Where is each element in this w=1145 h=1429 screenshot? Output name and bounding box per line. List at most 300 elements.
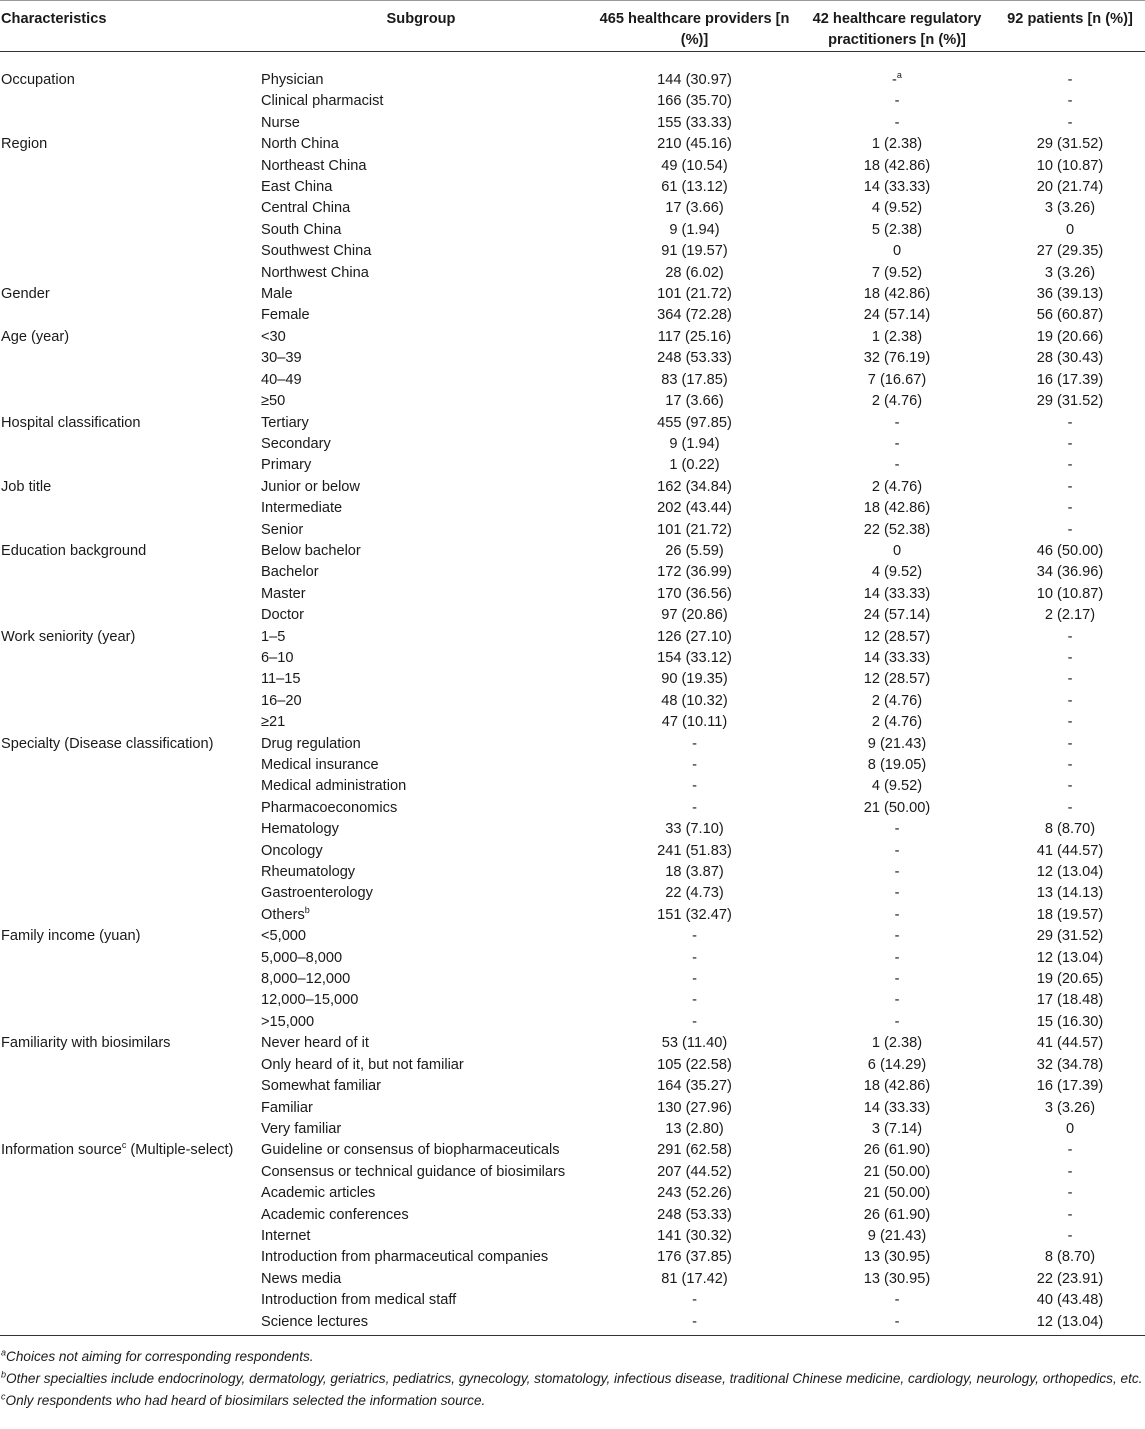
cell-providers: 126 (27.10) <box>657 628 732 645</box>
footnotes <box>0 1336 1145 1412</box>
footnote-c: $^c$Only respondents who had heard of biosimilars selected the information source. <box>1 1391 486 1408</box>
cell-patients: - <box>1067 414 1073 431</box>
cell-subgroup: Science lectures <box>252 1312 590 1336</box>
cell-characteristic <box>0 455 252 476</box>
cell-characteristic <box>0 1247 252 1268</box>
cell-providers: 101 (21.72) <box>657 286 732 303</box>
cell-subgroup: Male <box>261 286 293 303</box>
cell-regulators: 13 (30.95) <box>863 1270 931 1287</box>
cell-subgroup: 11–15 <box>261 671 301 688</box>
cell-characteristic <box>0 969 252 990</box>
cell-providers: - <box>692 928 697 945</box>
cell-subgroup: Academic articles <box>261 1185 376 1202</box>
cell-characteristic <box>0 905 252 926</box>
cell-regulators: 18 (42.86) <box>863 500 931 517</box>
cell-patients: 22 (23.91) <box>1036 1270 1104 1287</box>
cell-characteristic <box>0 1312 252 1336</box>
cell-patients: - <box>1067 478 1073 495</box>
cell-patients: 3 (3.26) <box>1044 1099 1096 1116</box>
header-characteristics: Characteristics <box>0 1 252 52</box>
cell-regulators: 21 (50.00) <box>863 799 931 816</box>
table-row <box>0 391 1145 412</box>
cell-providers: 18 (3.87) <box>665 864 724 881</box>
cell-regulators: -$^a$ <box>892 70 902 88</box>
cell-patients: 17 (18.48) <box>1036 992 1104 1009</box>
cell-providers: 17 (3.66) <box>665 200 724 217</box>
footnote-a: $^a$Choices not aiming for corresponding respondents. <box>1 1347 314 1364</box>
cell-providers: - <box>692 971 697 988</box>
cell-providers: 47 (10.11) <box>661 714 728 731</box>
cell-characteristic: Gender <box>1 286 50 303</box>
cell-providers: - <box>692 735 697 752</box>
cell-patients: 15 (16.30) <box>1036 1013 1104 1030</box>
table-row <box>0 541 1145 562</box>
table-row <box>0 263 1145 284</box>
cell-characteristic: Hospital classification <box>1 414 141 431</box>
table-row <box>0 455 1145 476</box>
cell-providers: 151 (32.47) <box>657 906 732 923</box>
cell-regulators: - <box>894 864 900 881</box>
cell-patients: 8 (8.70) <box>1044 1249 1096 1266</box>
cell-providers: 170 (36.56) <box>657 585 732 602</box>
cell-patients: - <box>1067 1142 1073 1159</box>
cell-regulators: 7 (16.67) <box>867 371 927 388</box>
cell-patients: - <box>1067 1163 1073 1180</box>
cell-providers: 105 (22.58) <box>657 1056 732 1073</box>
cell-regulators: 18 (42.86) <box>863 286 931 303</box>
cell-subgroup: ≥50 <box>261 393 286 410</box>
cell-patients: 13 (14.13) <box>1036 885 1104 902</box>
cell-characteristic <box>0 948 252 969</box>
cell-characteristic: Information source$^c$ (Multiple-select) <box>1 1140 234 1159</box>
cell-characteristic <box>0 177 252 198</box>
table-row <box>0 327 1145 348</box>
cell-providers: 202 (43.44) <box>657 500 732 517</box>
cell-providers: 53 (11.40) <box>661 1035 728 1052</box>
cell-regulators: 22 (52.38) <box>863 521 931 538</box>
cell-regulators: 12 (28.57) <box>863 671 931 688</box>
cell-patients: 34 (36.96) <box>1036 564 1104 581</box>
cell-patients: 27 (29.35) <box>1036 243 1104 260</box>
table-row <box>0 177 1145 198</box>
cell-subgroup: Somewhat familiar <box>261 1078 382 1095</box>
cell-providers: 90 (19.35) <box>661 671 728 688</box>
table-row <box>0 841 1145 862</box>
cell-characteristic <box>0 1290 252 1311</box>
cell-patients: 56 (60.87) <box>1036 307 1104 324</box>
cell-patients: - <box>1067 1227 1073 1244</box>
footnote-marker: c <box>121 1140 127 1151</box>
cell-providers: - <box>692 1292 697 1309</box>
cell-providers: 1 (0.22) <box>669 457 720 474</box>
cell-providers: 49 (10.54) <box>661 157 728 174</box>
table-row <box>0 156 1145 177</box>
cell-regulators: - <box>894 885 900 902</box>
cell-subgroup: Drug regulation <box>261 735 361 752</box>
cell-characteristic: Occupation <box>1 72 75 88</box>
cell-providers: 9 (1.94) <box>669 221 720 238</box>
table-row <box>0 776 1145 797</box>
cell-characteristic <box>0 1162 252 1183</box>
cell-subgroup: Consensus or technical guidance of biosimilars <box>261 1163 566 1180</box>
cell-providers: - <box>692 778 697 795</box>
cell-regulators: 3 (7.14) <box>871 1120 923 1137</box>
cell-characteristic <box>0 198 252 219</box>
cell-characteristic <box>0 498 252 519</box>
cell-subgroup: Northeast China <box>261 157 367 174</box>
cell-subgroup: ≥21 <box>261 714 286 731</box>
cell-providers: 364 (72.28) <box>657 307 732 324</box>
footnote-b: $^b$Other specialties include endocrinology, dermatology, geriatrics, pediatrics, gynecology, stomatology, infectious disease, traditional Chinese medicine, cardiology, neurology, orthopedics, etc. <box>1 1369 1143 1386</box>
cell-subgroup: 16–20 <box>261 692 302 709</box>
cell-providers: 155 (33.33) <box>657 114 732 131</box>
cell-providers: - <box>692 992 697 1009</box>
cell-patients: - <box>1067 714 1073 731</box>
cell-patients: 0 <box>1065 221 1075 238</box>
cell-providers: 210 (45.16) <box>657 136 732 153</box>
cell-regulators: 26 (61.90) <box>863 1142 931 1159</box>
cell-regulators: 13 (30.95) <box>863 1249 931 1266</box>
header-subgroup: Subgroup <box>252 1 590 52</box>
cell-regulators: 2 (4.76) <box>871 692 923 709</box>
cell-regulators: 14 (33.33) <box>863 179 931 196</box>
cell-subgroup: East China <box>261 179 333 196</box>
cell-patients: - <box>1067 628 1073 645</box>
cell-subgroup: 8,000–12,000 <box>261 971 351 988</box>
cell-patients: 29 (31.52) <box>1036 393 1104 410</box>
cell-subgroup: South China <box>261 221 342 238</box>
cell-subgroup: 12,000–15,000 <box>261 992 359 1009</box>
table-row <box>0 134 1145 155</box>
cell-subgroup: Bachelor <box>261 564 319 581</box>
cell-characteristic <box>0 1119 252 1140</box>
table-row <box>0 669 1145 690</box>
cell-subgroup: Medical insurance <box>261 757 379 773</box>
footnote-marker: b <box>304 904 310 915</box>
cell-patients: 36 (39.13) <box>1036 286 1104 303</box>
cell-characteristic <box>0 1098 252 1119</box>
cell-subgroup: 1–5 <box>261 628 286 645</box>
cell-regulators: 4 (9.52) <box>871 200 923 217</box>
cell-characteristic <box>0 1012 252 1033</box>
table-row <box>0 712 1145 733</box>
cell-regulators: - <box>894 93 900 110</box>
cell-patients: 19 (20.66) <box>1036 328 1104 345</box>
cell-patients: 12 (13.04) <box>1036 864 1104 881</box>
cell-patients: - <box>1067 521 1073 538</box>
cell-subgroup: Doctor <box>261 607 304 624</box>
cell-patients: - <box>1067 778 1073 795</box>
table-row <box>0 1290 1145 1311</box>
cell-regulators: 9 (21.43) <box>867 735 927 752</box>
table-row <box>0 498 1145 519</box>
cell-patients: 3 (3.26) <box>1044 200 1096 217</box>
cell-patients: 18 (19.57) <box>1036 906 1104 923</box>
cell-patients: 46 (50.00) <box>1036 542 1104 559</box>
cell-characteristic <box>0 755 252 776</box>
cell-providers: - <box>692 799 697 816</box>
cell-characteristic <box>0 1205 252 1226</box>
cell-characteristic: Work seniority (year) <box>1 628 136 645</box>
cell-patients: - <box>1067 1185 1073 1202</box>
cell-regulators: 14 (33.33) <box>863 1099 931 1116</box>
cell-subgroup: Tertiary <box>261 414 309 431</box>
cell-subgroup: Senior <box>261 521 304 538</box>
cell-subgroup: Introduction from medical staff <box>261 1292 457 1309</box>
cell-regulators: - <box>894 821 900 838</box>
cell-subgroup: 5,000–8,000 <box>261 949 343 966</box>
cell-regulators: 4 (9.52) <box>871 778 923 795</box>
cell-subgroup: Intermediate <box>261 500 343 517</box>
header-regulatory-practitioners: 42 healthcare regulatory practitioners [n (%)] <box>799 1 995 52</box>
table-row <box>0 284 1145 305</box>
table-row <box>0 1162 1145 1183</box>
cell-characteristic <box>0 370 252 391</box>
header-healthcare-providers: 465 healthcare providers [n (%)] <box>590 1 799 52</box>
cell-characteristic <box>0 605 252 626</box>
cell-subgroup: Only heard of it, but not familiar <box>261 1056 464 1073</box>
cell-regulators: - <box>894 906 900 923</box>
cell-regulators: 21 (50.00) <box>863 1185 931 1202</box>
cell-regulators: 14 (33.33) <box>863 649 931 666</box>
table-row <box>0 1269 1145 1290</box>
table-row <box>0 1247 1145 1268</box>
table-row <box>0 1312 1145 1336</box>
table-row <box>0 1033 1145 1054</box>
table-row <box>0 1140 1145 1161</box>
table-row <box>0 926 1145 947</box>
cell-providers: 130 (27.96) <box>657 1099 732 1116</box>
cell-patients: 32 (34.78) <box>1036 1056 1104 1073</box>
header-patients: 92 patients [n (%)] <box>995 1 1145 52</box>
cell-characteristic: Education background <box>1 542 147 559</box>
cell-characteristic <box>0 776 252 797</box>
cell-regulators: 6 (14.29) <box>867 1056 927 1073</box>
cell-subgroup: Northwest China <box>261 264 369 281</box>
cell-characteristic <box>0 584 252 605</box>
cell-subgroup: Academic conferences <box>261 1206 409 1223</box>
cell-providers: 166 (35.70) <box>657 93 732 110</box>
cell-regulators: - <box>894 435 900 452</box>
cell-patients: - <box>1067 692 1073 709</box>
cell-patients: 29 (31.52) <box>1036 136 1104 153</box>
cell-subgroup: Central China <box>261 200 351 217</box>
cell-patients: 2 (2.17) <box>1044 607 1096 624</box>
cell-regulators: - <box>894 114 900 131</box>
cell-subgroup: Nurse <box>261 114 300 131</box>
cell-subgroup: Clinical pharmacist <box>261 93 384 110</box>
cell-subgroup: <30 <box>261 328 286 345</box>
cell-subgroup: Medical administration <box>261 778 407 795</box>
cell-providers: 176 (37.85) <box>657 1249 732 1266</box>
cell-characteristic <box>0 562 252 583</box>
cell-patients: 3 (3.26) <box>1044 264 1096 281</box>
table-row <box>0 1119 1145 1140</box>
cell-characteristic <box>0 990 252 1011</box>
cell-patients: 40 (43.48) <box>1036 1292 1104 1309</box>
table-row <box>0 605 1145 626</box>
cell-providers: 33 (7.10) <box>665 821 724 838</box>
cell-characteristic: Familiarity with biosimilars <box>1 1035 171 1052</box>
cell-characteristic <box>0 841 252 862</box>
cell-providers: 61 (13.12) <box>661 179 728 196</box>
cell-providers: 81 (17.42) <box>661 1270 728 1287</box>
cell-characteristic: Region <box>1 136 48 153</box>
cell-subgroup: 30–39 <box>261 350 302 367</box>
cell-providers: 164 (35.27) <box>657 1078 732 1095</box>
cell-providers: 26 (5.59) <box>665 542 724 559</box>
table-row <box>0 1076 1145 1097</box>
cell-regulators: 4 (9.52) <box>871 564 923 581</box>
table-row <box>0 562 1145 583</box>
cell-characteristic <box>0 819 252 840</box>
cell-subgroup: Hematology <box>261 821 339 838</box>
cell-patients: - <box>1067 114 1073 131</box>
cell-characteristic <box>0 1055 252 1076</box>
cell-regulators: 32 (76.19) <box>863 350 931 367</box>
table-body <box>0 52 1145 1336</box>
cell-providers: 144 (30.97) <box>657 72 732 88</box>
cell-subgroup: 6–10 <box>261 649 294 666</box>
cell-characteristic <box>0 520 252 541</box>
cell-regulators: - <box>894 971 900 988</box>
cell-characteristic <box>0 798 252 819</box>
cell-providers: 243 (52.26) <box>657 1185 732 1202</box>
table-row <box>0 220 1145 241</box>
table-row <box>0 948 1145 969</box>
cell-regulators: 5 (2.38) <box>871 221 923 238</box>
cell-patients: - <box>1067 457 1073 474</box>
cell-characteristic <box>0 156 252 177</box>
cell-characteristic: Age (year) <box>1 328 70 345</box>
cell-providers: 91 (19.57) <box>661 243 728 260</box>
table-row <box>0 113 1145 134</box>
cell-subgroup: North China <box>261 136 339 153</box>
cell-characteristic <box>0 1183 252 1204</box>
cell-characteristic <box>0 883 252 904</box>
cell-regulators: 9 (21.43) <box>867 1227 927 1244</box>
cell-providers: 13 (2.80) <box>665 1120 724 1137</box>
table-row <box>0 798 1145 819</box>
cell-subgroup: Pharmacoeconomics <box>261 799 398 816</box>
footnote-marker: a <box>896 70 902 81</box>
cell-regulators: 1 (2.38) <box>871 1035 923 1052</box>
cell-regulators: 2 (4.76) <box>871 478 923 495</box>
cell-regulators: - <box>894 842 900 859</box>
cell-subgroup: Master <box>261 585 306 602</box>
table-row <box>0 1183 1145 1204</box>
cell-providers: 154 (33.12) <box>657 649 732 666</box>
cell-patients: - <box>1067 72 1073 88</box>
table-row <box>0 520 1145 541</box>
cell-providers: 141 (30.32) <box>657 1227 732 1244</box>
table-row <box>0 52 1145 92</box>
cell-characteristic <box>0 712 252 733</box>
cell-patients: - <box>1067 435 1073 452</box>
cell-providers: 22 (4.73) <box>665 885 724 902</box>
cell-characteristic <box>0 862 252 883</box>
cell-providers: 101 (21.72) <box>657 521 732 538</box>
cell-regulators: - <box>894 928 900 945</box>
cell-subgroup: >15,000 <box>261 1013 315 1030</box>
table-row <box>0 648 1145 669</box>
cell-regulators: - <box>894 457 900 474</box>
cell-providers: 97 (20.86) <box>661 607 728 624</box>
table-row <box>0 1012 1145 1033</box>
cell-providers: 9 (1.94) <box>669 435 720 452</box>
cell-providers: 83 (17.85) <box>661 371 728 388</box>
cell-patients: - <box>1067 735 1073 752</box>
cell-regulators: - <box>894 949 900 966</box>
cell-characteristic <box>0 434 252 455</box>
cell-regulators: 1 (2.38) <box>871 328 923 345</box>
cell-subgroup: Rheumatology <box>261 864 356 881</box>
table-row <box>0 883 1145 904</box>
table-row <box>0 691 1145 712</box>
cell-patients: 12 (13.04) <box>1036 949 1104 966</box>
cell-patients: - <box>1067 671 1073 688</box>
cell-providers: 207 (44.52) <box>657 1163 732 1180</box>
cell-patients: - <box>1067 757 1073 773</box>
table-row <box>0 1205 1145 1226</box>
cell-patients: 0 <box>1065 1120 1075 1137</box>
cell-characteristic <box>0 669 252 690</box>
cell-subgroup: Internet <box>261 1227 311 1244</box>
cell-providers: - <box>590 1312 799 1336</box>
cell-characteristic <box>0 691 252 712</box>
cell-regulators: 14 (33.33) <box>863 585 931 602</box>
cell-patients: 29 (31.52) <box>1036 928 1104 945</box>
cell-subgroup: Familiar <box>261 1099 313 1116</box>
cell-regulators: 8 (19.05) <box>867 757 927 773</box>
cell-characteristic <box>0 348 252 369</box>
cell-patients: 20 (21.74) <box>1036 179 1104 196</box>
cell-regulators: 18 (42.86) <box>863 157 931 174</box>
cell-characteristic <box>0 648 252 669</box>
cell-providers: 248 (53.33) <box>657 1206 732 1223</box>
cell-characteristic <box>0 241 252 262</box>
cell-subgroup: Below bachelor <box>261 542 361 559</box>
cell-regulators: - <box>894 414 900 431</box>
cell-regulators: 2 (4.76) <box>871 714 923 731</box>
cell-characteristic <box>0 305 252 326</box>
cell-patients: 19 (20.65) <box>1036 971 1104 988</box>
cell-subgroup: Never heard of it <box>261 1035 369 1052</box>
cell-patients: 41 (44.57) <box>1036 1035 1104 1052</box>
cell-patients: - <box>1067 93 1073 110</box>
cell-providers: 17 (3.66) <box>665 393 724 410</box>
cell-regulators: 26 (61.90) <box>863 1206 931 1223</box>
table-row <box>0 305 1145 326</box>
cell-regulators: - <box>894 992 900 1009</box>
cell-subgroup: Oncology <box>261 842 323 859</box>
table-header <box>0 1 1145 52</box>
cell-regulators: 2 (4.76) <box>871 393 923 410</box>
table-row <box>0 413 1145 434</box>
table-row <box>0 348 1145 369</box>
table-row <box>0 862 1145 883</box>
cell-patients: - <box>1067 649 1073 666</box>
cell-characteristic <box>0 1269 252 1290</box>
cell-providers: - <box>692 757 697 773</box>
cell-subgroup: Introduction from pharmaceutical companies <box>261 1249 549 1266</box>
cell-patients: - <box>1067 500 1073 517</box>
cell-subgroup: Very familiar <box>261 1120 342 1137</box>
table-row <box>0 198 1145 219</box>
cell-subgroup: Secondary <box>261 435 331 452</box>
table-row <box>0 1098 1145 1119</box>
table-row <box>0 241 1145 262</box>
